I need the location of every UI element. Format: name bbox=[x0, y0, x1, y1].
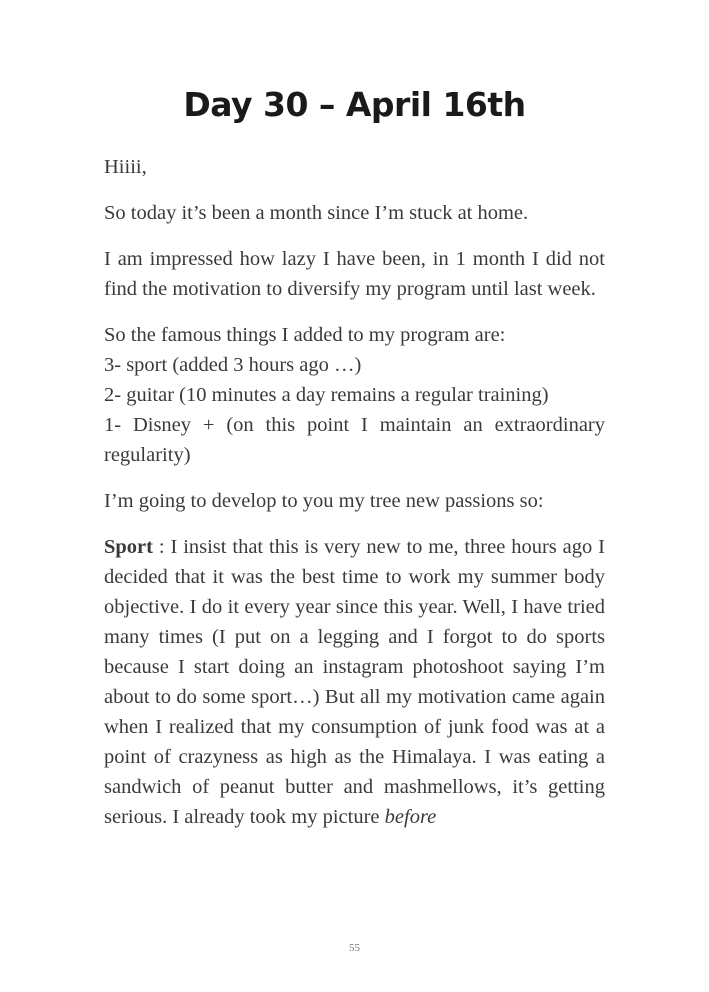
list-item: 2- guitar (10 minutes a day remains a regular training) bbox=[104, 384, 549, 406]
sport-text: : I insist that this is very new to me, three hours ago I decided that it was the best time to work my summer body objective. I do it every year since this year. Well, I have tried many times (I put on a legging and I forgot to do sports because I start doing an instagram photoshoot saying I’m about to do some sport…) But all my motivation came again when I realized that my consumption of junk food was at a point of crazyness as high as the Himalaya. I was eating a sandwich of peanut butter and mashmellows, it’s getting serious. I already took my picture bbox=[104, 536, 605, 828]
sport-label: Sport bbox=[104, 536, 153, 558]
sport-paragraph bbox=[104, 532, 605, 832]
list-item: 1- Disney + (on this point I maintain an extraordinary regularity) bbox=[104, 414, 605, 466]
body-text bbox=[104, 152, 605, 848]
list-intro: So the famous things I added to my program are: bbox=[104, 324, 506, 346]
list-item: 3- sport (added 3 hours ago …) bbox=[104, 354, 362, 376]
page-number: 55 bbox=[349, 942, 360, 954]
paragraph-2: I am impressed how lazy I have been, in 1 month I did not find the motivation to diversify my program until last week. bbox=[104, 248, 605, 300]
greeting: Hiiii, bbox=[104, 156, 147, 178]
program-list bbox=[104, 320, 605, 470]
paragraph-1: So today it’s been a month since I’m stuck at home. bbox=[104, 202, 529, 224]
page-title: Day 30 – April 16th bbox=[183, 85, 526, 124]
paragraph-3: I’m going to develop to you my tree new passions so: bbox=[104, 490, 544, 512]
sport-italic: before bbox=[384, 806, 437, 828]
